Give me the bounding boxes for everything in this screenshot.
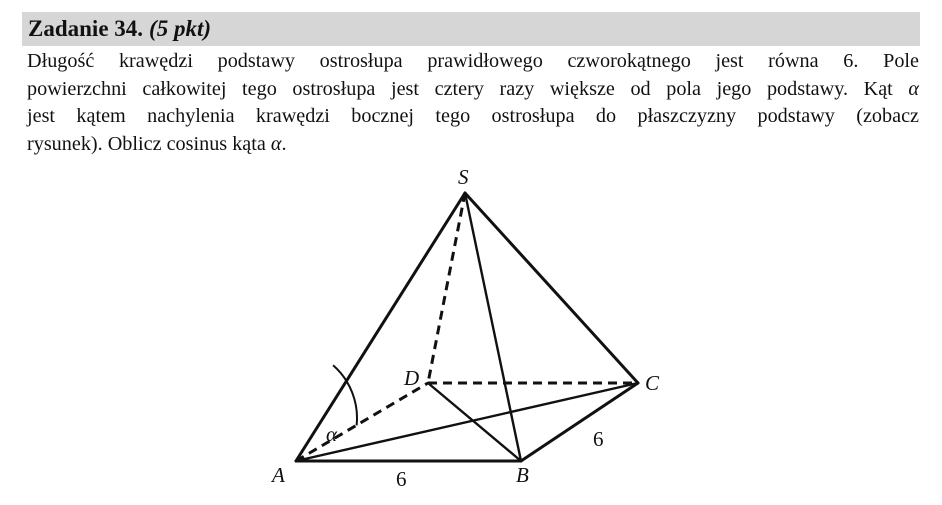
task-line-1: Długość krawędzi podstawy ostrosłupa prawidłowego czworokątnego jest równa 6. Pole <box>27 50 919 72</box>
task-line-3: jest kątem nachylenia krawędzi bocznej tego ostrosłupa do płaszczyzny podstawy (zobacz <box>27 105 919 128</box>
task-line-4-period: . <box>281 132 287 155</box>
label-edge-bc: 6 <box>593 427 604 451</box>
label-edge-ab: 6 <box>396 467 407 491</box>
label-vertex-d: D <box>404 366 420 390</box>
alpha-symbol-end: α <box>270 132 282 155</box>
alpha-symbol: α <box>908 77 920 100</box>
edge-sc <box>465 193 638 383</box>
task-points: (5 pkt) <box>149 16 211 41</box>
edge-ad-hidden <box>296 383 428 461</box>
task-line-4-text: rysunek). Oblicz cosinus kąta <box>27 132 266 155</box>
label-vertex-b: B <box>516 463 529 487</box>
edge-bc <box>521 383 638 461</box>
label-angle-alpha: α <box>326 422 338 446</box>
task-line-2-text: powierzchni całkowitej tego ostrosłupa jest cztery razy większe od pola jego podstawy. Kąt <box>27 77 893 100</box>
diagonal-ac <box>296 383 638 461</box>
label-vertex-c: C <box>645 371 660 395</box>
task-title: Zadanie 34. <box>28 16 144 41</box>
label-vertex-a: A <box>272 463 285 487</box>
label-vertex-s: S <box>458 165 469 189</box>
